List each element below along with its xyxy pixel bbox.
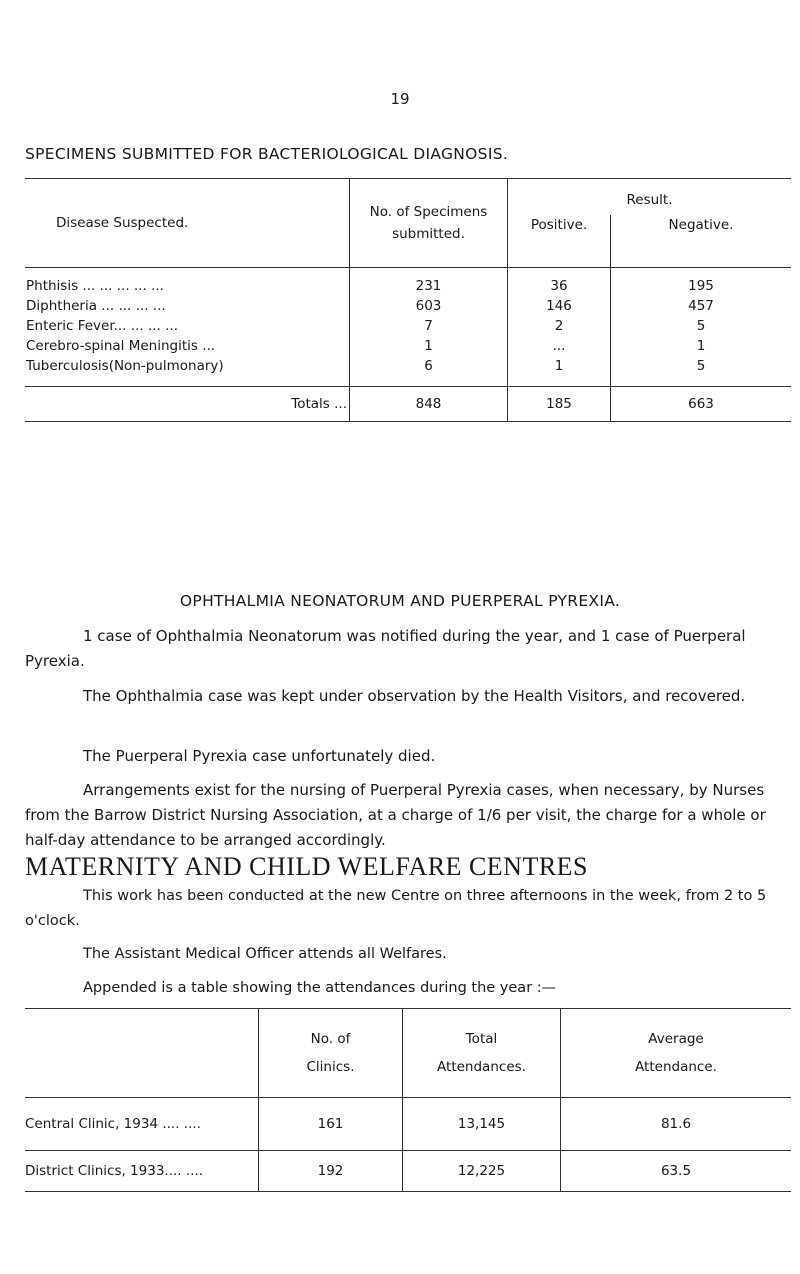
col-negative-header: Negative. [611,215,792,268]
clinics-cell: 192 [259,1151,403,1192]
col-average-header [561,1009,792,1098]
specimens-table [25,178,791,422]
disease-cell: Diphtheria ... ... ... ... [26,298,166,314]
negative-cell: 5 [611,356,792,376]
positive-cell: 1 [508,356,611,376]
ophthalmia-heading: OPHTHALMIA NEONATORUM AND PUERPERAL PYREXIA. [179,592,621,610]
negative-cell: 457 [611,296,792,316]
col-clinics-header [259,1009,403,1098]
disease-cell: Tuberculosis(Non-pulmonary) [26,358,224,374]
col-specimens-line2: submitted. [392,226,465,242]
disease-cell: Cerebro-spinal Meningitis ... [26,338,216,354]
maternity-paragraph-2: The Assistant Medical Officer attends all Welfares. [83,946,447,962]
maternity-heading: MATERNITY AND CHILD WELFARE CENTRES [25,852,589,881]
table-row [25,296,791,316]
ophthalmia-paragraph-1: 1 case of Ophthalmia Neonatorum was notified during the year, and 1 case of Puerperal Pyrexia. [25,627,746,670]
col-specimens-line1: No. of Specimens [369,204,488,220]
table-row [25,316,791,336]
col-result-header: Result. [508,179,792,216]
attendance-table [25,1008,791,1192]
ophthalmia-paragraph-2: The Ophthalmia case was kept under observation by the Health Visitors, and recovered. [83,687,746,705]
negative-cell: 195 [611,276,792,296]
submitted-cell: 603 [350,296,508,316]
row-label: Central Clinic, 1934 .... .... [25,1116,201,1132]
maternity-paragraph-3: Appended is a table showing the attendances during the year :— [83,980,557,996]
row-label: District Clinics, 1933.... .... [25,1163,204,1179]
negative-cell: 5 [611,316,792,336]
table-header-row [25,179,791,216]
col-clinics-line2: Clinics. [306,1059,355,1075]
col-total-line2: Attendances. [437,1059,526,1075]
positive-cell: ... [508,336,611,356]
submitted-cell: 7 [350,316,508,336]
totals-label: Totals ... [291,396,347,412]
average-cell: 63.5 [561,1151,792,1192]
table-row [25,356,791,376]
positive-cell: 146 [508,296,611,316]
page-number: 19 [390,90,410,108]
total-cell: 13,145 [403,1098,561,1151]
table-row [25,1151,791,1192]
disease-cell: Enteric Fever... ... ... ... [26,318,179,334]
totals-row [25,387,791,422]
col-specimens-header [350,179,508,268]
col-disease-header: Disease Suspected. [56,215,189,231]
negative-cell: 1 [611,336,792,356]
specimens-heading: SPECIMENS SUBMITTED FOR BACTERIOLOGICAL DIAGNOSIS. [25,145,509,163]
col-average-line2: Attendance. [635,1059,717,1075]
positive-cell: 2 [508,316,611,336]
table-header-row [25,1009,791,1098]
ophthalmia-paragraph-4: Arrangements exist for the nursing of Puerperal Pyrexia cases, when necessary, by Nurses from the Barrow District Nursing Association, at a charge of 1/6 per visit, the charge for a whole or half-day attendance to be arranged accordingly. [25,781,766,849]
submitted-cell: 1 [350,336,508,356]
table-row [25,1098,791,1151]
submitted-cell: 231 [350,276,508,296]
table-row [25,336,791,356]
col-total-line1: Total [465,1031,498,1047]
totals-negative: 663 [611,387,792,422]
col-clinics-line1: No. of [310,1031,351,1047]
col-total-header [403,1009,561,1098]
totals-submitted: 848 [350,387,508,422]
col-average-line1: Average [648,1031,704,1047]
total-cell: 12,225 [403,1151,561,1192]
col-positive-header: Positive. [508,215,611,268]
totals-positive: 185 [508,387,611,422]
average-cell: 81.6 [561,1098,792,1151]
disease-cell: Phthisis ... ... ... ... ... [26,278,164,294]
clinics-cell: 161 [259,1098,403,1151]
submitted-cell: 6 [350,356,508,376]
positive-cell: 36 [508,276,611,296]
ophthalmia-paragraph-3: The Puerperal Pyrexia case unfortunately died. [83,747,436,765]
table-row [25,276,791,296]
maternity-paragraph-1: This work has been conducted at the new Centre on three afternoons in the week, from 2 to 5 o'clock. [25,888,767,929]
